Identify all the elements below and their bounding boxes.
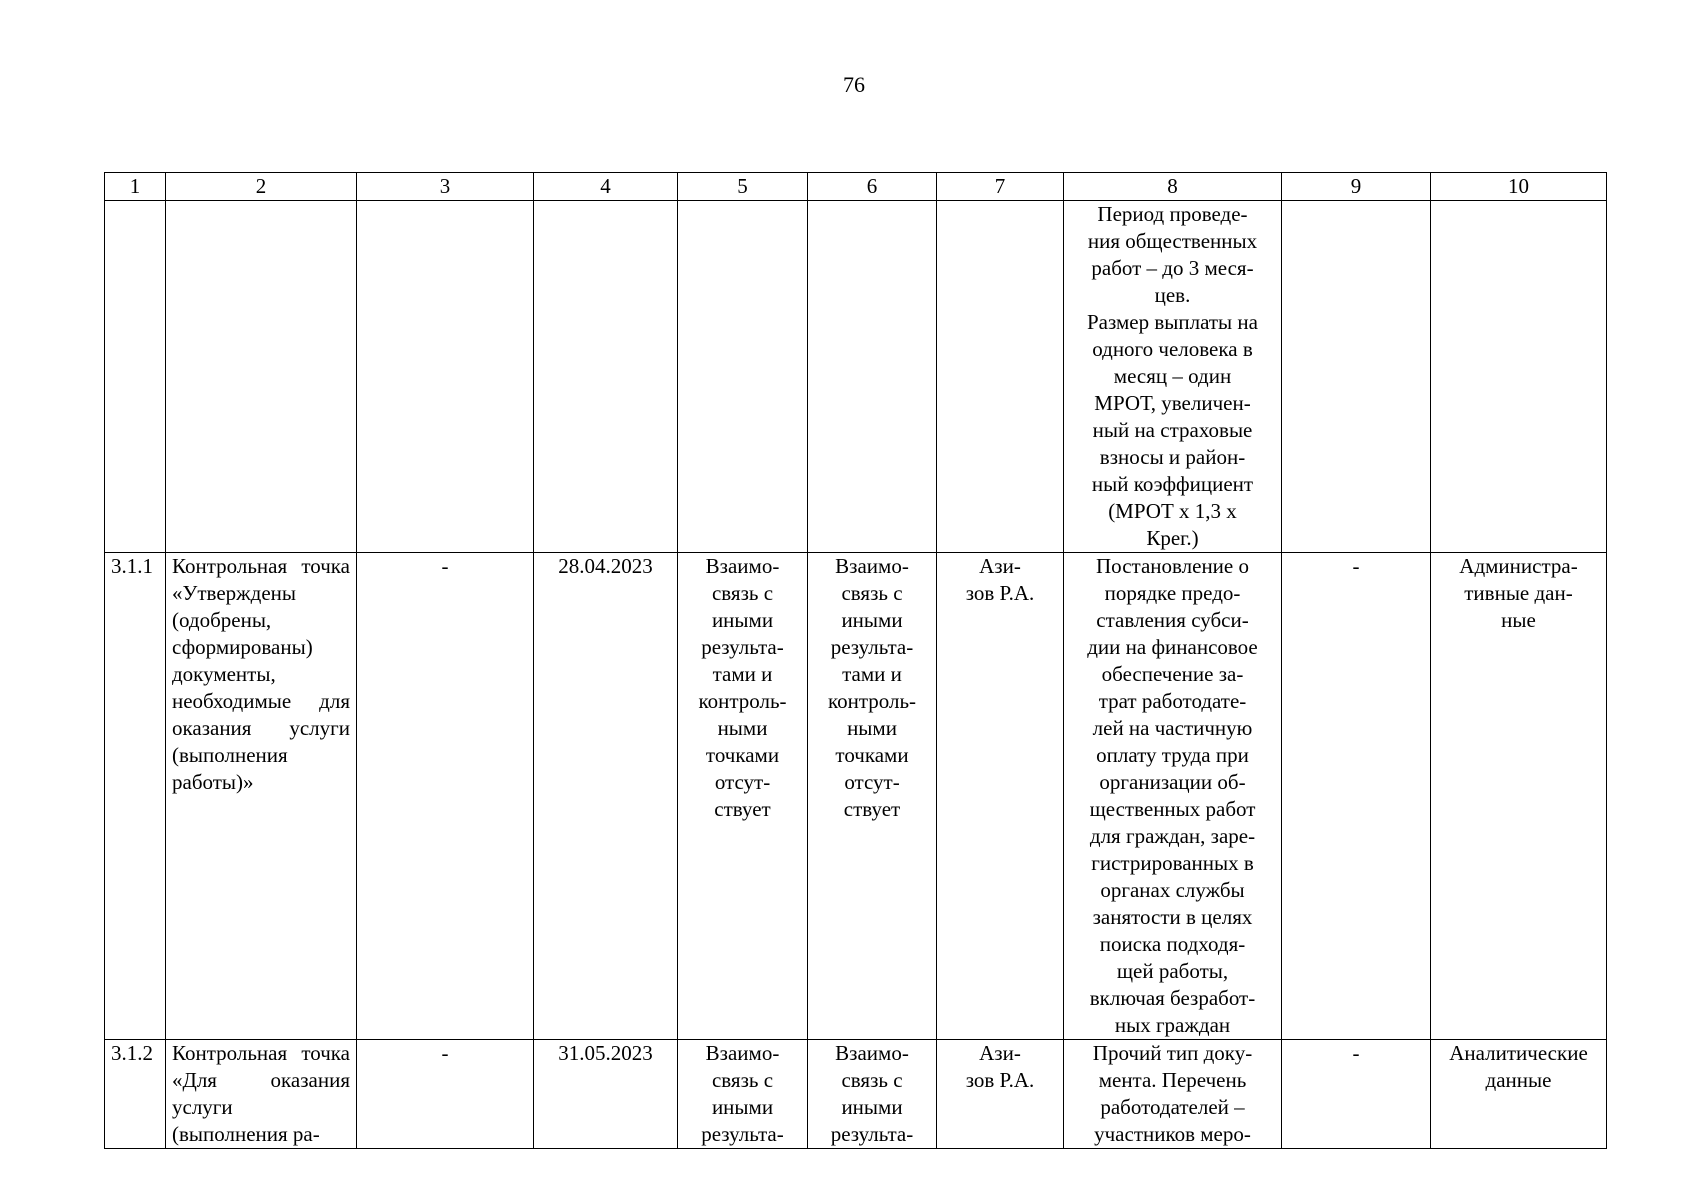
column-number: 9 — [1282, 173, 1431, 201]
responsible-cell: Ази- зов Р.А. — [937, 553, 1064, 1040]
table-row — [105, 1040, 1607, 1149]
base-value-cell: - — [357, 553, 534, 1040]
col9-cell: - — [1282, 1040, 1431, 1149]
column-number: 7 — [937, 173, 1064, 201]
responsible-cell: Ази- зов Р.А. — [937, 1040, 1064, 1149]
checkpoint-name-cell: Контрольная точка «Для оказания услуги (выполнения ра- — [166, 1040, 357, 1149]
column-number: 5 — [678, 173, 808, 201]
table-row — [105, 553, 1607, 1040]
document-description-cell: Период проведе- ния общественных работ – до 3 меся- цев. Размер выплаты на одного человека в месяц – один МРОТ, увеличен- ный на страховые взносы и район- ный коэффициент (МРОТ x 1,3 x Крег.) — [1064, 201, 1282, 553]
empty-cell — [1282, 201, 1431, 553]
base-value-cell: - — [357, 1040, 534, 1149]
empty-cell — [534, 201, 678, 553]
relation-cell: Взаимо- связь с иными результа- — [808, 1040, 937, 1149]
relation-cell: Взаимо- связь с иными результа- — [678, 1040, 808, 1149]
checkpoint-table — [104, 172, 1607, 1149]
column-number: 2 — [166, 173, 357, 201]
empty-cell — [808, 201, 937, 553]
col9-cell: - — [1282, 553, 1431, 1040]
info-system-cell: Аналитические данные — [1431, 1040, 1607, 1149]
row-number-cell: 3.1.1 — [105, 553, 166, 1040]
date-cell: 28.04.2023 — [534, 553, 678, 1040]
relation-cell: Взаимо- связь с иными результа- тами и контроль- ными точками отсут- ствует — [808, 553, 937, 1040]
table-row-continuation — [105, 201, 1607, 553]
column-number: 3 — [357, 173, 534, 201]
empty-cell — [678, 201, 808, 553]
empty-cell — [105, 201, 166, 553]
relation-cell: Взаимо- связь с иными результа- тами и контроль- ными точками отсут- ствует — [678, 553, 808, 1040]
row-number-cell: 3.1.2 — [105, 1040, 166, 1149]
column-number: 8 — [1064, 173, 1282, 201]
column-number: 4 — [534, 173, 678, 201]
column-number-row — [105, 173, 1607, 201]
checkpoint-name-cell: Контрольная точка «Утверждены (одобрены, сформированы) документы, необходимые для оказания услуги (выполнения работы)» — [166, 553, 357, 1040]
info-system-cell: Администра- тивные дан- ные — [1431, 553, 1607, 1040]
column-number: 6 — [808, 173, 937, 201]
column-number: 1 — [105, 173, 166, 201]
empty-cell — [1431, 201, 1607, 553]
column-number: 10 — [1431, 173, 1607, 201]
empty-cell — [166, 201, 357, 553]
page-number: 76 — [843, 72, 865, 97]
document-cell: Постановление о порядке предо- ставления субси- дии на финансовое обеспечение за- трат работодате- лей на частичную оплату труда при организации об- щественных работ для граждан, заре- гистрированных в органах службы занятости в целях поиска подходя- щей работы, включая безработ- ных граждан — [1064, 553, 1282, 1040]
document-cell: Прочий тип доку- мента. Перечень работодателей – участников меро- — [1064, 1040, 1282, 1149]
date-cell: 31.05.2023 — [534, 1040, 678, 1149]
empty-cell — [357, 201, 534, 553]
empty-cell — [937, 201, 1064, 553]
